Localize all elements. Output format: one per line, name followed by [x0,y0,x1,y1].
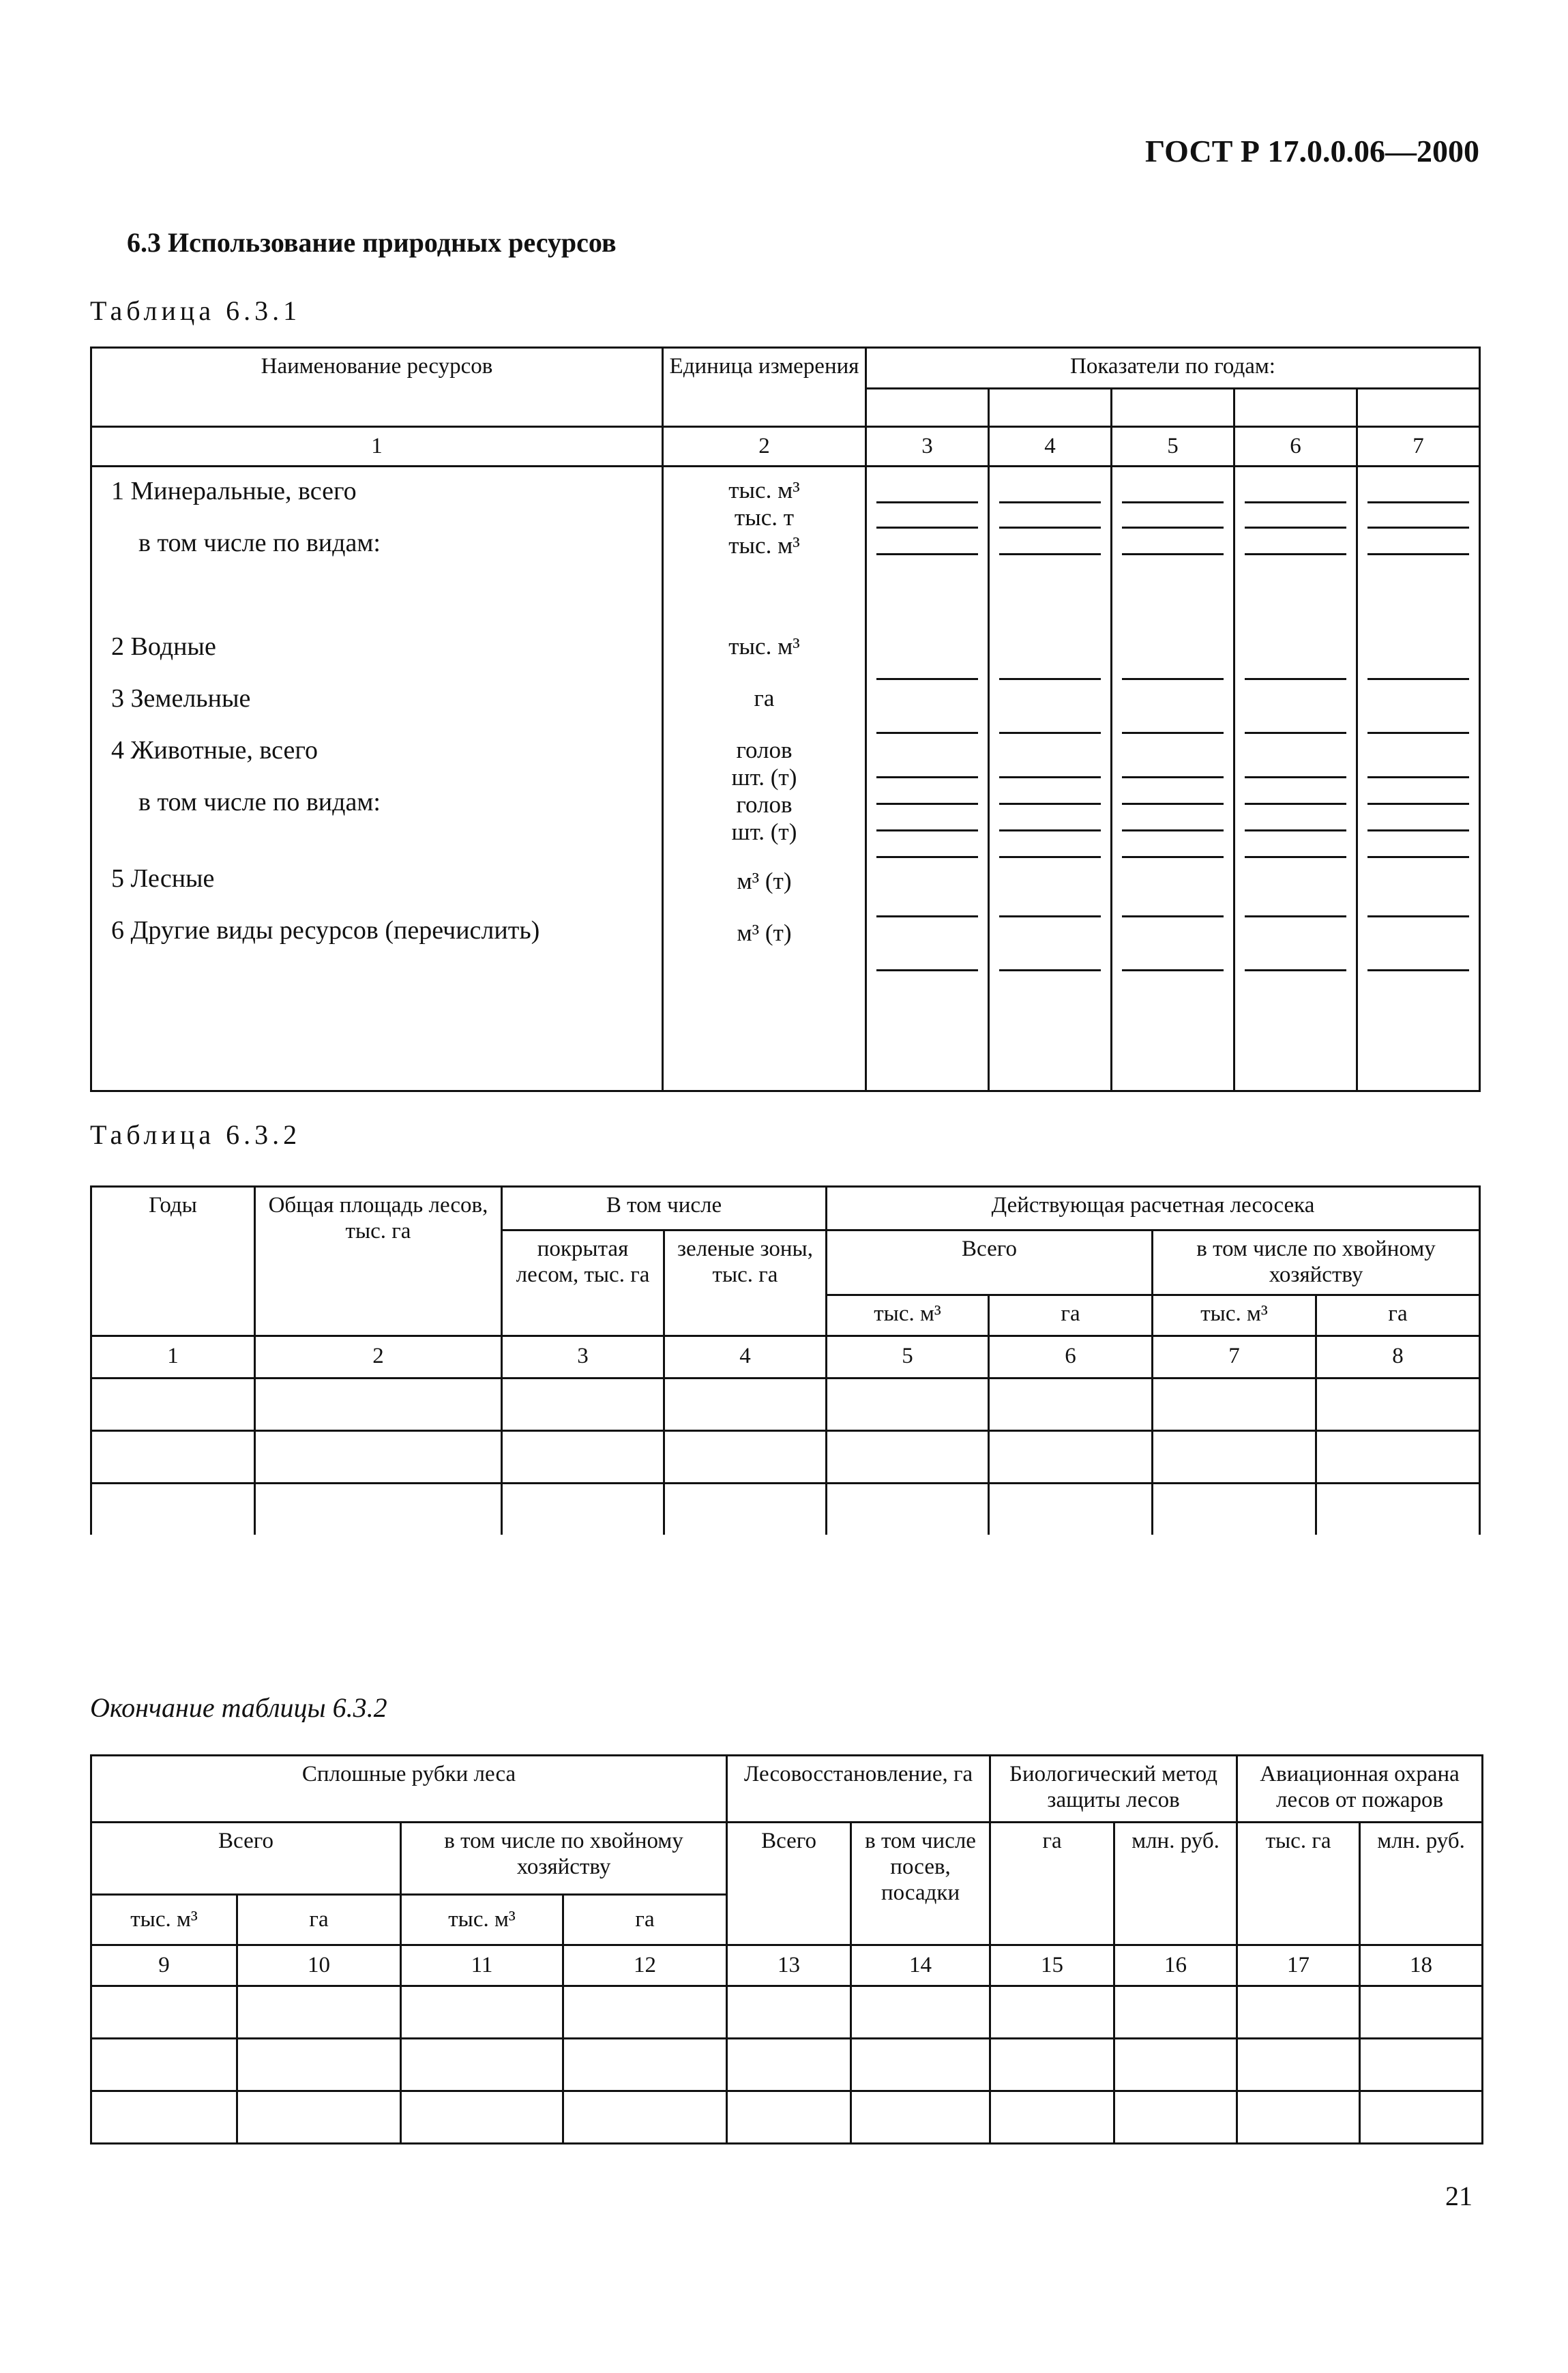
row-water: 2 Водные [111,632,216,661]
header-years: Годы [91,1187,255,1336]
unit-ha: га [989,1295,1153,1336]
header-coniferous: в том числе по хвойному хозяйству [1153,1230,1480,1295]
col-number: 3 [502,1336,664,1378]
year-cell [866,389,989,427]
header-total: Всего [827,1230,1153,1295]
unit-text: тыс. м³ [728,632,800,660]
year-cell [1112,389,1234,427]
col-number: 2 [255,1336,502,1378]
header-biological: Биологический метод защиты лесов [990,1756,1237,1823]
col-number: 13 [727,1945,851,1986]
col-number: 15 [990,1945,1114,1986]
header-unit: Единица измерения [663,348,866,427]
unit-text: голов [736,736,793,763]
unit-text: м³ (т) [737,919,792,947]
header-covered: покрытая лесом, тыс. га [502,1230,664,1336]
header-resource-name: Наименование ресурсов [91,348,663,427]
table-row [91,2039,1483,2091]
table-row [91,1483,1480,1535]
table2-caption: Таблица 6.3.2 [90,1119,301,1150]
row-animal: 4 Животные, всего [111,736,318,765]
unit-ha: га [1316,1295,1480,1336]
header-including: В том числе [502,1187,827,1230]
col-number: 6 [989,1336,1153,1378]
unit-text: голов [736,791,793,818]
col-number: 3 [866,427,989,467]
col-number: 12 [563,1945,727,1986]
header-total-area: Общая площадь лесов, тыс. га [255,1187,502,1336]
standard-number: ГОСТ Р 17.0.0.06—2000 [1145,134,1479,168]
header-aviation: Авиационная охрана лесов от пожаров [1237,1756,1483,1823]
year-cell [1234,389,1357,427]
col-number: 16 [1114,1945,1237,1986]
col-number: 7 [1153,1336,1316,1378]
year-cell [1357,389,1480,427]
header-coniferous: в том числе по хвойному хозяйству [401,1823,727,1895]
resource-units [663,467,866,1091]
row-mineral: 1 Минеральные, всего [111,477,357,505]
row-other: 6 Другие виды ресурсов (перечислить) [111,916,540,945]
year-values-col [1234,467,1357,1091]
header-green: зеленые зоны, тыс. га [664,1230,827,1336]
row-mineral-kinds: в том числе по видам: [138,529,381,557]
col-number: 4 [989,427,1112,467]
col-number: 1 [91,1336,255,1378]
row-animal-kinds: в том числе по видам: [138,788,381,816]
unit-m3: тыс. м³ [401,1895,563,1945]
year-values-col [866,467,989,1091]
resource-names [91,467,663,1091]
unit-m3: тыс. м³ [827,1295,989,1336]
unit-text: га [754,684,775,711]
col-number: 14 [851,1945,990,1986]
page-number: 21 [1445,2181,1473,2211]
header-clear-cut: Сплошные рубки леса [91,1756,727,1823]
col-number: 9 [91,1945,237,1986]
year-values-col [989,467,1112,1091]
table-row [91,1378,1480,1430]
table-6-3-1 [90,347,1481,1092]
table3-caption: Окончание таблицы 6.3.2 [90,1692,387,1723]
table-row [91,1986,1483,2039]
table-6-3-2-end [90,1754,1483,2144]
col-number: 6 [1234,427,1357,467]
col-number: 5 [827,1336,989,1378]
header-bio-ha: га [990,1823,1114,1945]
header-avia-ha: тыс. га [1237,1823,1360,1945]
col-number: 4 [664,1336,827,1378]
col-number: 11 [401,1945,563,1986]
year-values-col [1112,467,1234,1091]
col-number: 8 [1316,1336,1480,1378]
table-row [91,1430,1480,1483]
row-forest: 5 Лесные [111,864,215,893]
header-reforestation: Лесовосстановление, га [727,1756,990,1823]
header-years: Показатели по годам: [866,348,1480,389]
unit-m3: тыс. м³ [1153,1295,1316,1336]
header-reforest-total: Всего [727,1823,851,1945]
col-number: 10 [237,1945,401,1986]
section-title: 6.3 Использование природных ресурсов [127,227,617,258]
header-total: Всего [91,1823,401,1895]
unit-text: м³ (т) [737,868,792,895]
unit-text: шт. (т) [731,819,797,846]
header-allowable-cut: Действующая расчетная лесосека [827,1187,1480,1230]
table-6-3-2 [90,1185,1481,1535]
unit-m3: тыс. м³ [91,1895,237,1945]
col-number: 17 [1237,1945,1360,1986]
col-number: 1 [91,427,663,467]
header-incl-sowing: в том числе посев, посадки [851,1823,990,1945]
col-number: 2 [663,427,866,467]
unit-ha: га [563,1895,727,1945]
year-cell [989,389,1112,427]
header-bio-rub: млн. руб. [1114,1823,1237,1945]
unit-text: тыс. м³ [728,531,800,559]
table1-caption: Таблица 6.3.1 [90,295,301,326]
header-avia-rub: млн. руб. [1360,1823,1483,1945]
row-land: 3 Земельные [111,684,251,713]
col-number: 7 [1357,427,1480,467]
unit-text: тыс. т [734,504,795,531]
year-values-col [1357,467,1480,1091]
col-number: 18 [1360,1945,1483,1986]
table-row [91,2091,1483,2144]
unit-text: шт. (т) [731,763,797,791]
col-number: 5 [1112,427,1234,467]
unit-text: тыс. м³ [728,477,800,503]
unit-ha: га [237,1895,401,1945]
